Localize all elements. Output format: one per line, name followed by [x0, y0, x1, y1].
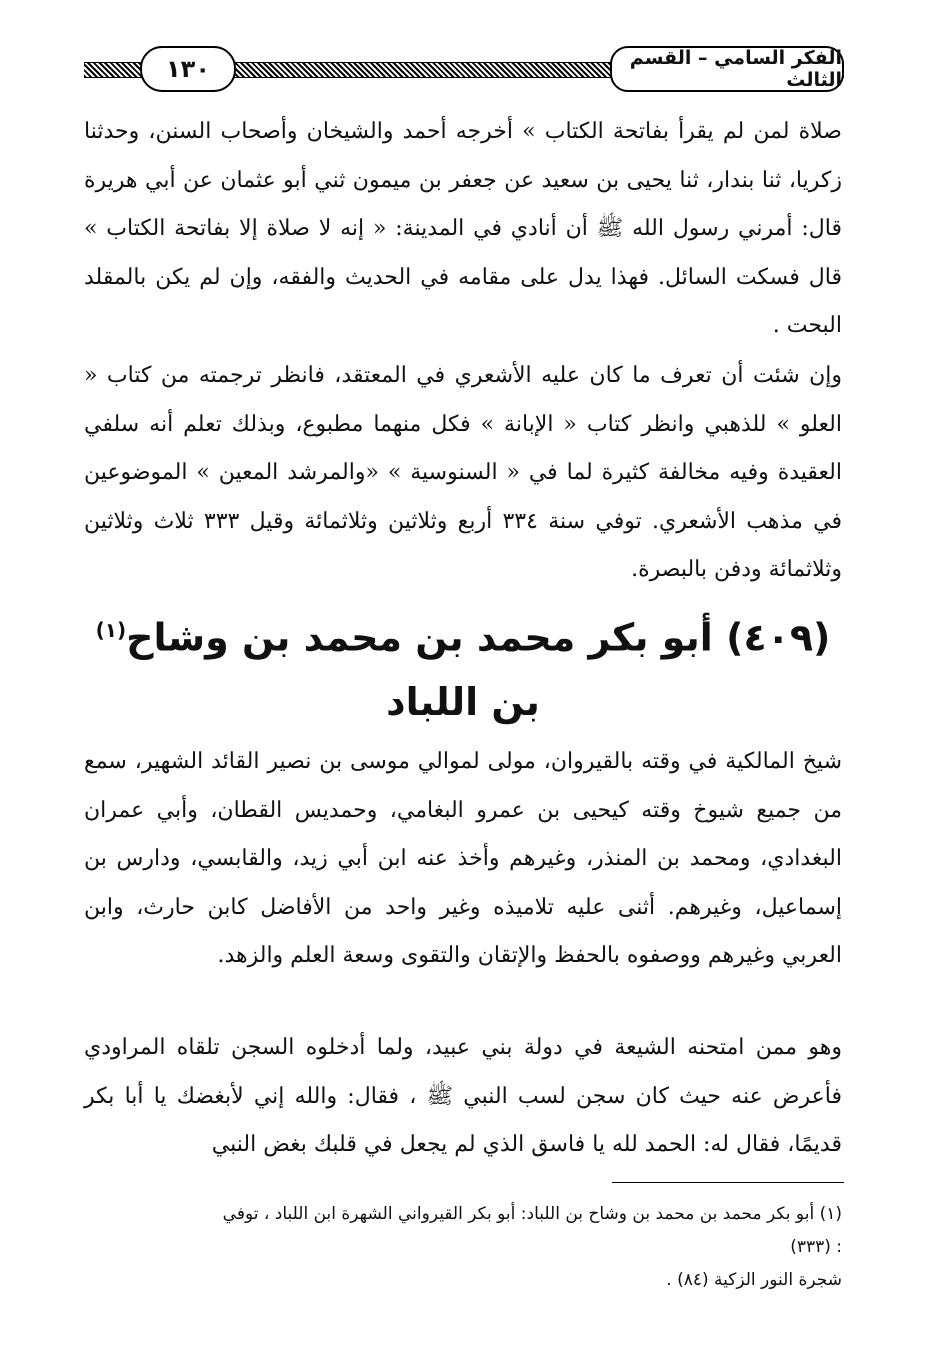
- paragraph-ashari: وإن شئت أن تعرف ما كان عليه الأشعري في المعتقد، فانظر ترجمته من كتاب « العلو » للذهبي وانظر كتاب « الإبانة » فكل منهما مطبوع، وبذلك تعلم أنه سلفي العقيدة وفيه مخالفة كثيرة لما في « السنوسية » «والمرشد المعين » الموضوعين في مذهب الأشعري. توفي سنة ٣٣٤ أربع وثلاثين وثلاثمائة وقيل ٣٣٣ ثلاث وثلاثين وثلاثمائة ودفن بالبصرة.: [84, 363, 842, 582]
- entry-title: [84, 598, 842, 734]
- paragraph-biography: شيخ المالكية في وقته بالقيروان، مولى لموالي موسى بن نصير القائد الشهير، سمع من جميع شيوخ وقته كيحيى بن عمرو البغامي، وحمديس القطان، وأبي عمران البغدادي، ومحمد بن المنذر، وغيرهم وأخذ عنه ابن أبي زيد، والقابسي، ودارس بن إسماعيل، وغيرهم. أثنى عليه تلاميذه وغير واحد من الأفاضل كابن حارث، وابن العربي وغيرهم ووصفوه بالحفظ والإتقان والتقوى وسعة العلم والزهد.: [84, 749, 842, 968]
- entry-title-end: بن اللباد: [386, 679, 540, 724]
- footnote-line: : (٣٣٣): [790, 1237, 842, 1257]
- footnote-ref[interactable]: (١): [95, 618, 127, 642]
- running-title: الفكر السامي – القسم الثالث: [610, 46, 844, 92]
- page-header: [84, 44, 844, 96]
- footnote-line: شجرة النور الزكية (٨٤) .: [666, 1270, 842, 1290]
- footnote-divider: [612, 1182, 844, 1183]
- entry-title-text: (٤٠٩) أبو بكر محمد بن محمد بن وشاح: [126, 615, 831, 660]
- paragraph-hadith: صلاة لمن لم يقرأ بفاتحة الكتاب » أخرجه أحمد والشيخان وأصحاب السنن، وحدثنا زكريا، ثنا بندار، ثنا يحيى بن سعيد عن جعفر بن ميمون ثني أبو عثمان عن أبي هريرة قال: أمرني رسول الله ﷺ أن أنادي في المدينة: « إنه لا صلاة إلا بفاتحة الكتاب » قال فسكت السائل. فهذا يدل على مقامه في الحديث والفقه، وإن لم يكن بالمقلد البحت .: [84, 119, 842, 338]
- paragraph-imprisonment: وهو ممن امتحنه الشيعة في دولة بني عبيد، ولما أدخلوه السجن تلقاه المراودي فأعرض عنه حيث كان سجن لسب النبي ﷺ ، فقال: والله إني لأبغضك يا أبا بكر قديمًا، فقال له: الحمد لله يا فاسق الذي لم يجعل في قلبك بغض النبي: [84, 1035, 842, 1157]
- footnote-line: (١) أبو بكر محمد بن محمد بن وشاح بن اللباد: أبو بكر القيرواني الشهرة ابن اللباد ، توفي: [222, 1204, 842, 1224]
- page-number: ١٣٠: [140, 46, 236, 92]
- footnote: [84, 1198, 842, 1297]
